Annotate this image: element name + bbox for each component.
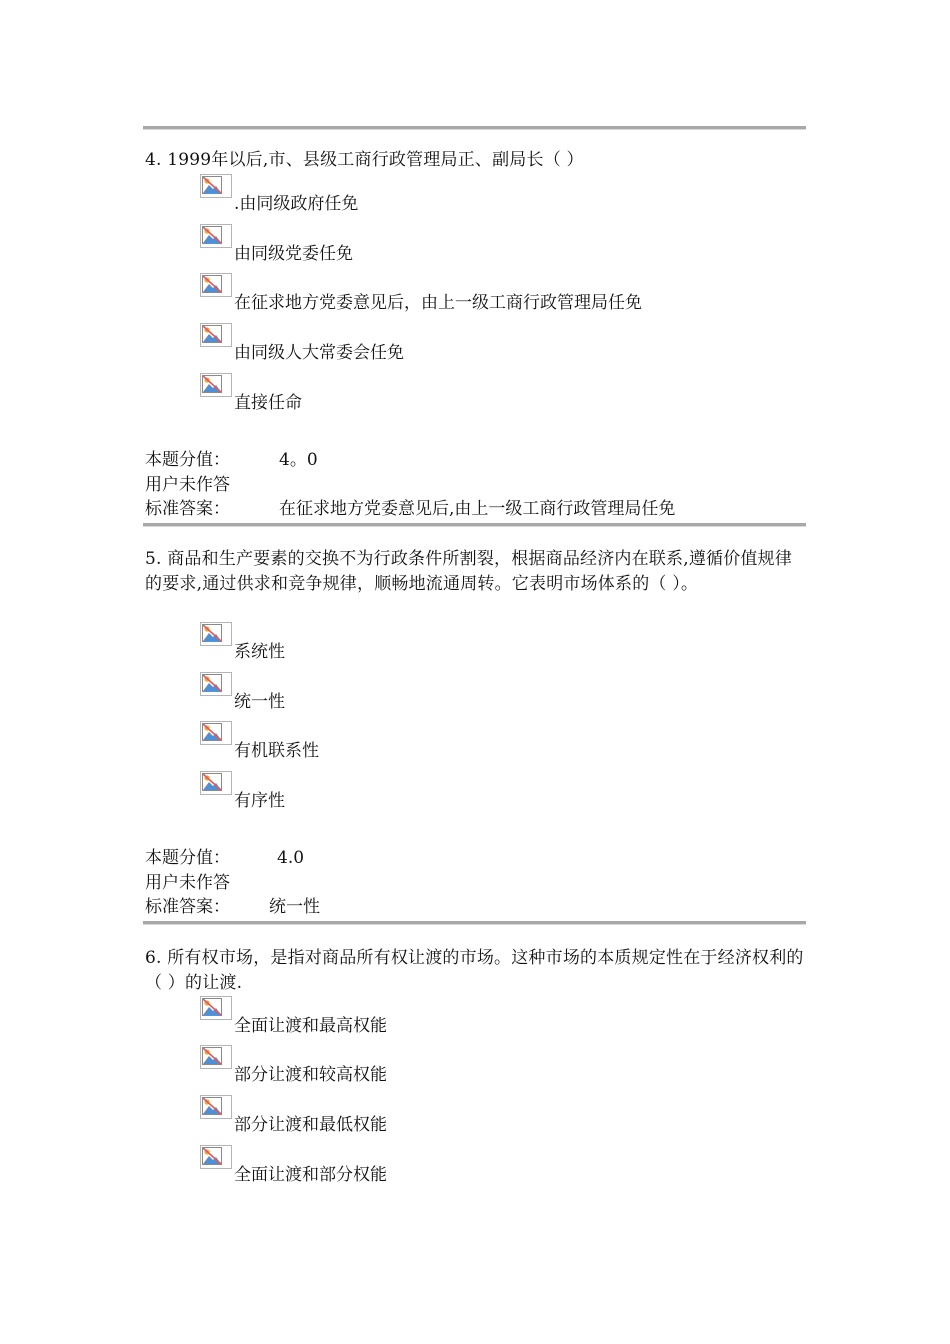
option-label: 部分让渡和较高权能	[234, 1065, 387, 1085]
score-value: 4.0	[277, 848, 305, 868]
option-label: 全面让渡和部分权能	[234, 1165, 387, 1185]
broken-image-icon	[200, 323, 232, 347]
broken-image-icon	[200, 1045, 232, 1069]
option-label: 统一性	[234, 692, 285, 712]
answer-label: 标准答案：	[145, 897, 230, 917]
option-label: 直接任命	[234, 393, 302, 413]
user-status: 用户未作答	[145, 474, 230, 495]
divider	[143, 921, 806, 925]
broken-image-icon	[200, 174, 232, 198]
broken-image-icon	[200, 1145, 232, 1169]
question-text: 4. 1999年以后,市、县级工商行政管理局正、副局长（ ）	[145, 150, 584, 170]
answer-value: 统一性	[269, 897, 320, 917]
option-label: 有机联系性	[234, 741, 319, 761]
broken-image-icon	[200, 224, 232, 248]
divider	[143, 523, 806, 527]
broken-image-icon	[200, 1095, 232, 1119]
option-label: .由同级政府任免	[234, 194, 359, 214]
broken-image-icon	[200, 721, 232, 745]
score-label: 本题分值：	[145, 848, 230, 868]
question-text: 5. 商品和生产要素的交换不为行政条件所割裂，根据商品经济内在联系,遵循价值规律的要求,通过供求和竞争规律，顺畅地流通周转。它表明市场体系的（ ）。	[145, 549, 793, 594]
option-label: 有序性	[234, 791, 285, 811]
score-value: 4。0	[279, 450, 318, 470]
option-label: 系统性	[234, 642, 285, 662]
option-label: 由同级人大常委会任免	[234, 343, 404, 363]
broken-image-icon	[200, 622, 232, 646]
answer-value: 在征求地方党委意见后,由上一级工商行政管理局任免	[279, 499, 676, 519]
broken-image-icon	[200, 996, 232, 1020]
broken-image-icon	[200, 273, 232, 297]
option-label: 在征求地方党委意见后，由上一级工商行政管理局任免	[234, 293, 642, 313]
option-label: 全面让渡和最高权能	[234, 1016, 387, 1036]
answer-label: 标准答案：	[145, 499, 230, 519]
option-label: 由同级党委任免	[234, 244, 353, 264]
broken-image-icon	[200, 672, 232, 696]
divider	[143, 126, 806, 130]
user-status: 用户未作答	[145, 872, 230, 893]
broken-image-icon	[200, 373, 232, 397]
score-label: 本题分值：	[145, 450, 230, 470]
option-label: 部分让渡和最低权能	[234, 1115, 387, 1135]
broken-image-icon	[200, 771, 232, 795]
question-text: 6. 所有权市场，是指对商品所有权让渡的市场。这种市场的本质规定性在于经济权利的（ ）的让渡.	[145, 948, 804, 993]
